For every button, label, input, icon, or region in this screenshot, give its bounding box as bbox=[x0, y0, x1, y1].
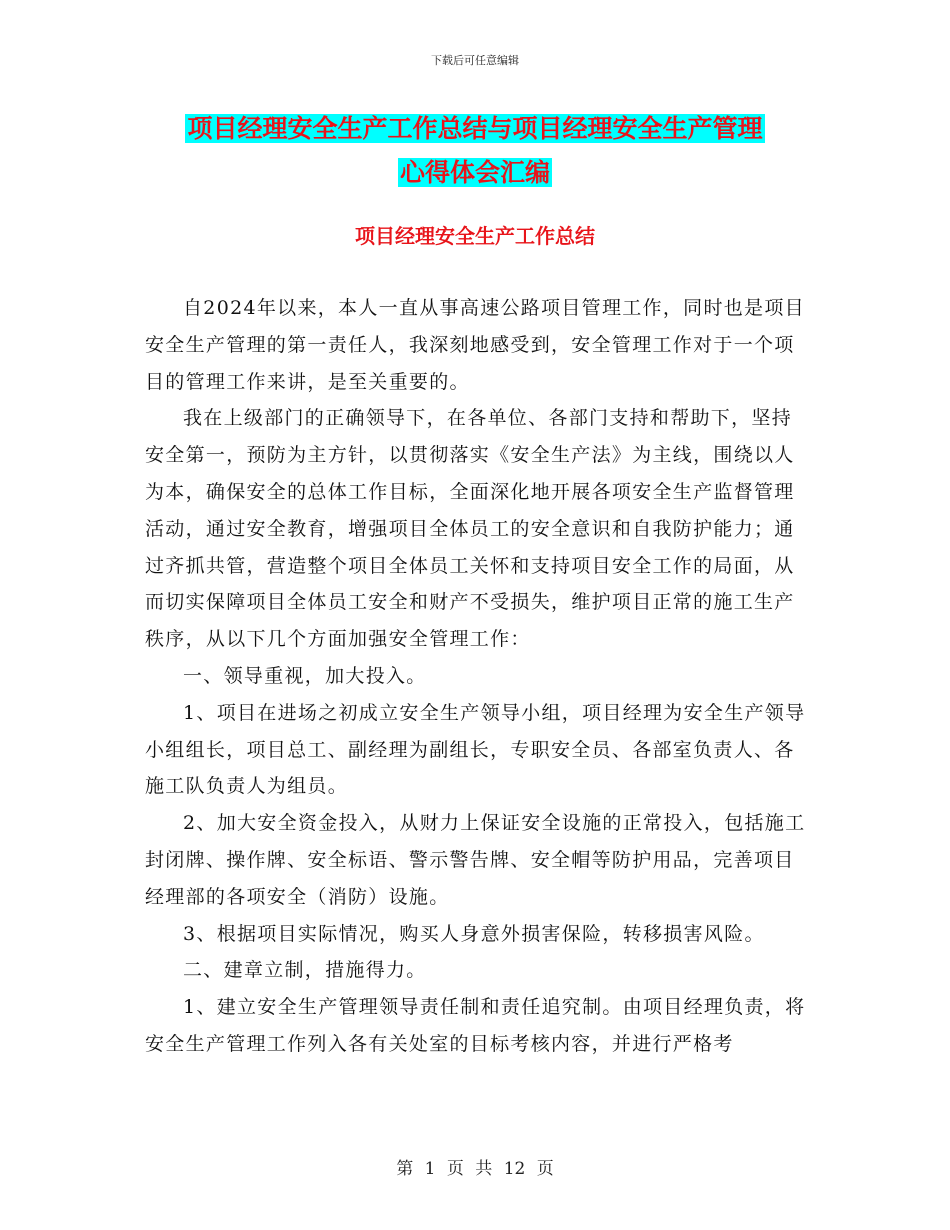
paragraph-1: 自2024年以来，本人一直从事高速公路项目管理工作，同时也是项目安全生产管理的第一责任人，我深刻地感受到，安全管理工作对于一个项目的管理工作来讲，是至关重要的。 bbox=[145, 297, 805, 393]
paragraph-8: 1、建立安全生产管理领导责任制和责任追究制。由项目经理负责，将安全生产管理工作列入各有关处室的目标考核内容，并进行严格考 bbox=[145, 996, 806, 1055]
header-note: 下载后可任意编辑 bbox=[431, 54, 519, 67]
section-title: 项目经理安全生产工作总结 bbox=[355, 224, 595, 248]
document-title-line-1 bbox=[0, 112, 950, 146]
paragraph-2: 我在上级部门的正确领导下，在各单位、各部门支持和帮助下，坚持安全第一，预防为主方针，以贯彻落实《安全生产法》为主线，围绕以人为本，确保安全的总体工作目标，全面深化地开展各项安全生产监督管理活动，通过安全教育，增强项目全体员工的安全意识和自我防护能力；通过齐抓共管，营造整个项目全体员工关怀和支持项目安全工作的局面，从而切实保障项目全体员工安全和财产不受损失，维护项目正常的施工生产秩序，从以下几个方面加强安全管理工作： bbox=[145, 407, 795, 651]
page-number-footer: 第 1 页 共 12 页 bbox=[396, 1159, 554, 1179]
document-title-line-2 bbox=[0, 156, 950, 190]
document-body bbox=[145, 290, 810, 1063]
paragraph-3: 一、领导重视，加大投入。 bbox=[183, 664, 427, 687]
paragraph-4: 1、项目在进场之初成立安全生产领导小组，项目经理为安全生产领导小组组长，项目总工、副经理为副组长，专职安全员、各部室负责人、各施工队负责人为组员。 bbox=[145, 701, 806, 798]
document-title-text-1: 项目经理安全生产工作总结与项目经理安全生产管理 bbox=[187, 114, 763, 143]
document-title-text-2: 心得体会汇编 bbox=[399, 158, 550, 187]
paragraph-7: 二、建章立制，措施得力。 bbox=[183, 959, 427, 982]
paragraph-6: 3、根据项目实际情况，购买人身意外损害保险，转移损害风险。 bbox=[183, 922, 765, 945]
paragraph-5: 2、加大安全资金投入，从财力上保证安全设施的正常投入，包括施工封闭牌、操作牌、安全标语、警示警告牌、安全帽等防护用品，完善项目经理部的各项安全（消防）设施。 bbox=[145, 812, 806, 908]
